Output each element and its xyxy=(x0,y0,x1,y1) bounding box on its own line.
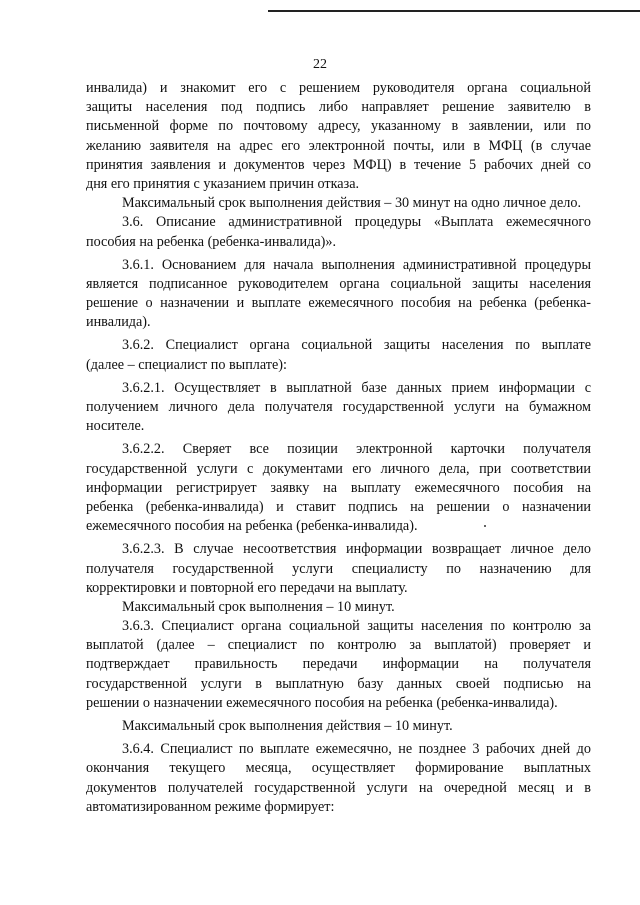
text-line: государственной услуги в выплатную базу данных своей подписью на xyxy=(86,675,591,692)
paragraph xyxy=(86,256,591,333)
paragraph xyxy=(86,540,591,598)
text-line: письменной форме по почтовому адресу, указанному в заявлении, или по xyxy=(86,118,591,135)
text-line: государственной услуги с документами его личного дела, при соответствии xyxy=(86,460,591,477)
text-line: окончания текущего месяца, осуществляет формирование выплатных xyxy=(86,760,591,777)
text-line: 3.6.2. Специалист органа социальной защиты населения по выплате xyxy=(122,337,591,354)
text-line: ребенка (ребенка-инвалида) и ставит подпись на решении о назначении xyxy=(86,498,591,515)
page-number: 22 xyxy=(313,57,327,72)
paragraph xyxy=(86,617,591,713)
text-line: является подписанное руководителем органа социальной защиты населения xyxy=(86,275,591,292)
paragraph xyxy=(86,740,591,817)
text-line: (далее – специалист по выплате): xyxy=(86,356,287,373)
text-line: автоматизированном режиме формирует: xyxy=(86,798,335,815)
paragraph xyxy=(86,598,591,617)
text-line: получением личного дела получателя государственной услуги на бумажном xyxy=(86,399,591,415)
document-body xyxy=(86,79,591,817)
text-line: ежемесячного пособия на ребенка (ребенка-инвалида). xyxy=(86,518,418,535)
text-line: Максимальный срок выполнения действия – 30 минут на одно личное дело. xyxy=(122,195,582,212)
text-line: Максимальный срок выполнения действия – 10 минут. xyxy=(122,718,453,734)
text-line: инвалида). xyxy=(86,314,151,331)
text-line: 3.6.2.1. Осуществляет в выплатной базе данных прием информации с xyxy=(122,379,591,396)
text-line: носителе. xyxy=(86,418,145,435)
text-line: Максимальный срок выполнения – 10 минут. xyxy=(122,598,395,615)
paragraph xyxy=(86,717,591,736)
text-line: дня его принятия с указанием причин отказа. xyxy=(86,175,360,192)
text-line: решение о назначении и выплате ежемесячного пособия на ребенка (ребенка- xyxy=(86,295,591,312)
top-rule xyxy=(268,10,640,12)
text-line: 3.6.3. Специалист органа социальной защиты населения по контролю за xyxy=(122,618,591,635)
text-line: 3.6. Описание административной процедуры «Выплата ежемесячного xyxy=(122,214,591,231)
paragraph xyxy=(86,194,591,213)
text-line: защиты населения под подпись либо направляет решение заявителю в xyxy=(86,99,591,116)
text-line: получателя государственной услуги специалисту по назначению для xyxy=(86,560,591,577)
paragraph xyxy=(86,440,591,536)
text-line: информации регистрирует заявку на выплату ежемесячного пособия на xyxy=(86,479,591,496)
scan-speck xyxy=(484,525,486,527)
text-line: 3.6.4. Специалист по выплате ежемесячно, не позднее 3 рабочих дней до xyxy=(122,741,591,758)
paragraph xyxy=(86,336,591,374)
paragraph xyxy=(86,379,591,437)
text-line: решении о назначении ежемесячного пособия на ребенка (ребенка-инвалида). xyxy=(86,694,558,711)
paragraph xyxy=(86,79,591,194)
text-line: корректировки и повторной его передачи на выплату. xyxy=(86,579,408,596)
text-line: 3.6.2.3. В случае несоответствия информации возвращает личное дело xyxy=(122,541,591,558)
text-line: подтверждает правильность передачи информации на получателя xyxy=(86,656,591,673)
text-line: 3.6.2.2. Сверяет все позиции электронной карточки получателя xyxy=(122,441,591,458)
text-line: принятия заявления и документов через МФЦ) в течение 5 рабочих дней со xyxy=(86,156,591,173)
text-line: пособия на ребенка (ребенка-инвалида)». xyxy=(86,233,336,250)
text-line: выплатой (далее – специалист по контролю за выплатой) проверяет и xyxy=(86,637,591,654)
paragraph xyxy=(86,213,591,251)
text-line: желанию заявителя на адрес его электронной почты, или в МФЦ (в случае xyxy=(86,137,591,154)
text-line: 3.6.1. Основанием для начала выполнения административной процедуры xyxy=(122,256,591,273)
text-line: документов получателей государственной услуги на очередной месяц и в xyxy=(86,779,591,796)
text-line: инвалида) и знакомит его с решением руководителя органа социальной xyxy=(86,80,591,96)
